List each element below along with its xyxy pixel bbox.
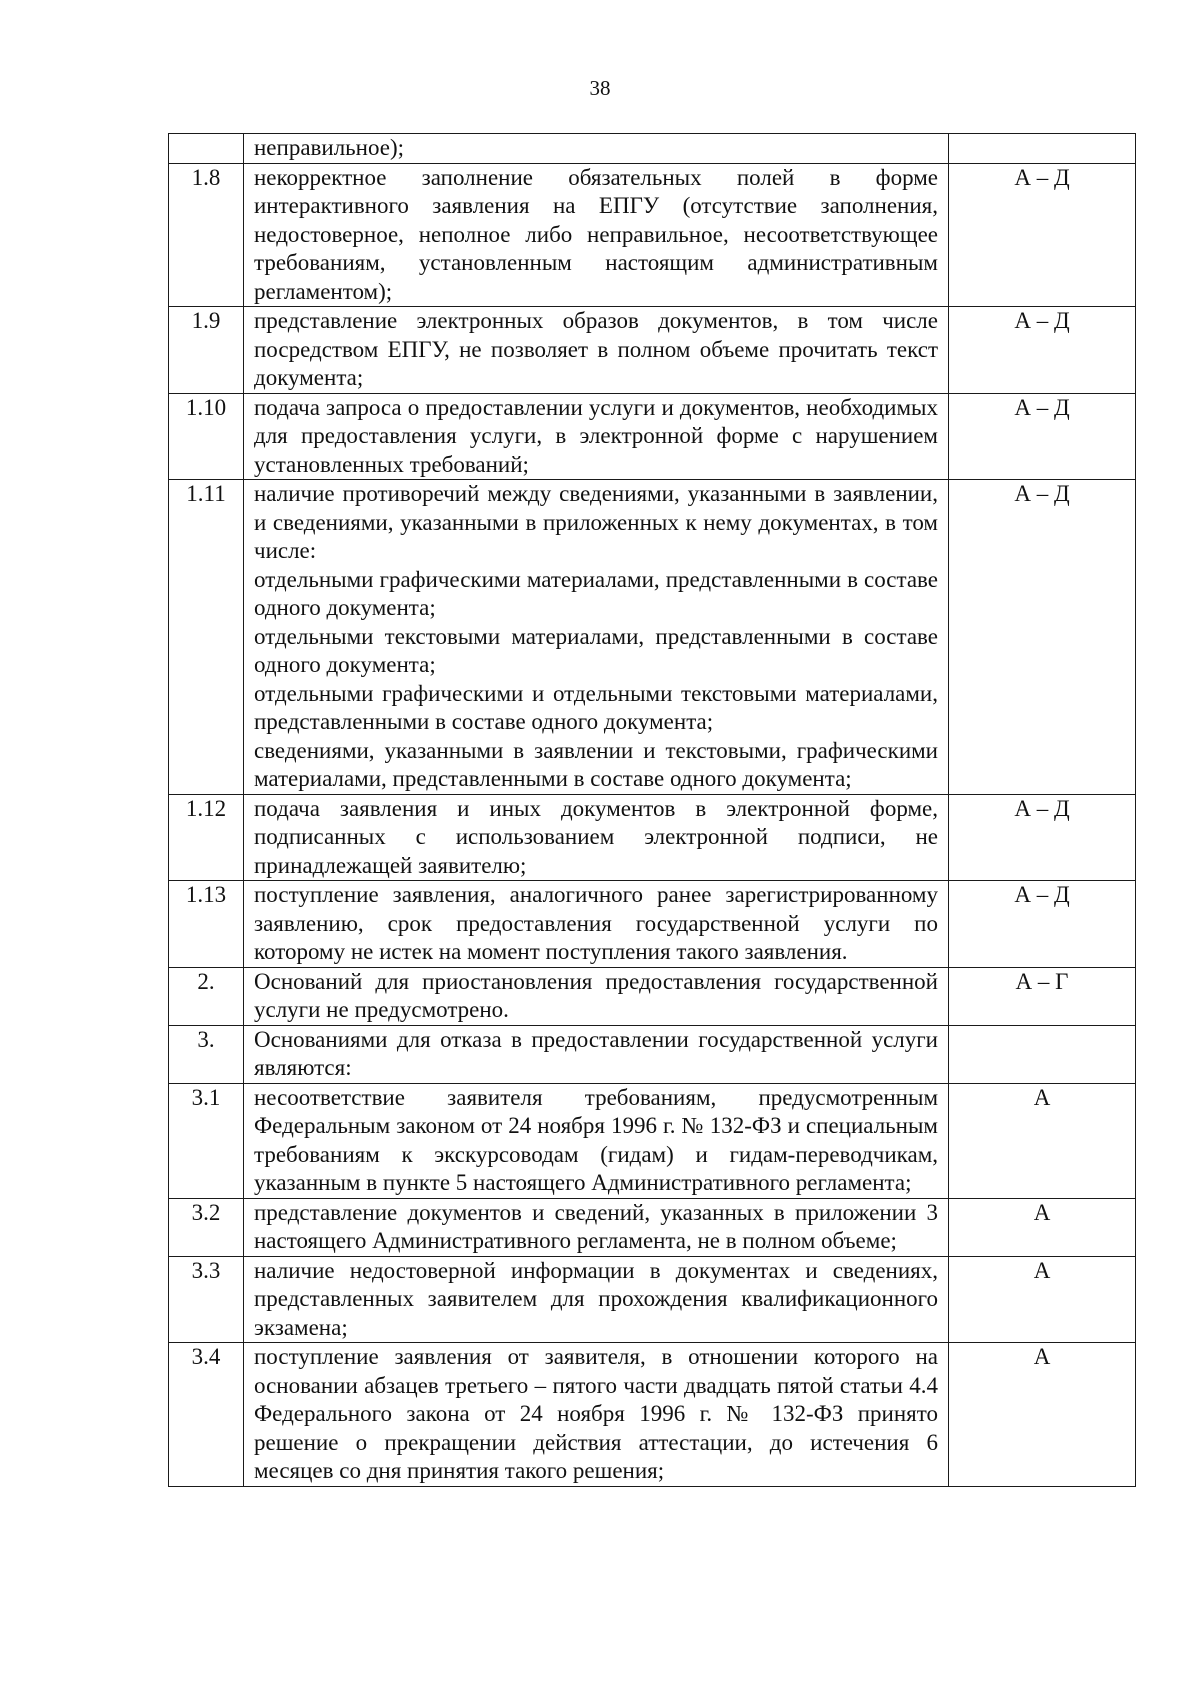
row-number: 1.12	[169, 794, 244, 881]
table-row	[169, 1256, 1136, 1343]
row-code	[949, 1025, 1136, 1083]
table-row	[169, 307, 1136, 394]
row-code	[949, 134, 1136, 164]
table-row	[169, 794, 1136, 881]
row-paragraph: поступление заявления от заявителя, в отношении которого на основании абзацев третьего – пятого части двадцать пятой статьи 4.4 Федерального закона от 24 ноября 1996 г. № 132-ФЗ принято решение о прекращении действия аттестации, до истечения 6 месяцев со дня принятия такого решения;	[254, 1344, 938, 1483]
row-paragraph: наличие недостоверной информации в документах и сведениях, представленных заявителем для прохождения квалификационного экзамена;	[254, 1257, 938, 1340]
row-number: 3.3	[169, 1256, 244, 1343]
row-text	[244, 967, 949, 1025]
row-number	[169, 134, 244, 164]
table-row	[169, 881, 1136, 968]
row-number: 3.	[169, 1025, 244, 1083]
row-paragraph: Основаниями для отказа в предоставлении государственной услуги являются:	[254, 1026, 938, 1080]
row-text	[244, 1198, 949, 1256]
row-code: А	[949, 1256, 1136, 1343]
row-text	[244, 1025, 949, 1083]
row-text	[244, 480, 949, 795]
row-number: 1.10	[169, 393, 244, 480]
grounds-table-body	[169, 134, 1136, 1487]
row-paragraph: подача заявления и иных документов в электронной форме, подписанных с использованием электронной подписи, не принадлежащей заявителю;	[254, 795, 938, 878]
row-code: А	[949, 1083, 1136, 1198]
row-paragraph: неправильное);	[254, 135, 405, 160]
row-paragraph: наличие противоречий между сведениями, указанными в заявлении, и сведениями, указанными в приложенных к нему документах, в том числе:	[254, 481, 938, 563]
row-text	[244, 134, 949, 164]
row-paragraph: отдельными текстовыми материалами, представленными в составе одного документа;	[254, 623, 938, 677]
row-text	[244, 1083, 949, 1198]
row-number: 3.2	[169, 1198, 244, 1256]
row-code: А – Д	[949, 393, 1136, 480]
row-code: А – Д	[949, 163, 1136, 307]
row-paragraph: некорректное заполнение обязательных полей в форме интерактивного заявления на ЕПГУ (отсутствие заполнения, недостоверное, неполное либо неправильное, несоответствующее требованиям, установленным настоящим административным регламентом);	[254, 164, 938, 304]
row-number: 3.4	[169, 1343, 244, 1487]
row-paragraph: поступление заявления, аналогичного ранее зарегистрированному заявлению, срок предоставления государственной услуги по которому не истек на момент поступления такого заявления.	[254, 882, 938, 964]
page-number: 38	[589, 76, 611, 100]
row-text	[244, 1256, 949, 1343]
row-code: А – Д	[949, 307, 1136, 394]
row-text	[244, 1343, 949, 1487]
row-text	[244, 307, 949, 394]
row-code: А – Д	[949, 794, 1136, 881]
table-row	[169, 480, 1136, 795]
row-code: А – Г	[949, 967, 1136, 1025]
row-code: А – Д	[949, 480, 1136, 795]
table-row	[169, 393, 1136, 480]
table-row	[169, 1343, 1136, 1487]
row-code: А – Д	[949, 881, 1136, 968]
row-number: 1.13	[169, 881, 244, 968]
row-number: 1.8	[169, 163, 244, 307]
row-text	[244, 163, 949, 307]
row-paragraph: подача запроса о предоставлении услуги и документов, необходимых для предоставления услуги, в электронной форме с нарушением установленных требований;	[254, 394, 938, 477]
grounds-table	[168, 133, 1136, 1487]
row-code: А	[949, 1343, 1136, 1487]
row-number: 1.9	[169, 307, 244, 394]
row-paragraph: отдельными графическими материалами, представленными в составе одного документа;	[254, 566, 938, 620]
row-paragraph: несоответствие заявителя требованиям, предусмотренным Федеральным законом от 24 ноября 1996 г. № 132-ФЗ и специальным требованиям к экскурсоводам (гидам) и гидам-переводчикам, указанным в пункте 5 настоящего Административного регламента;	[254, 1084, 938, 1195]
row-paragraph: отдельными графическими и отдельными текстовыми материалами, представленными в составе одного документа;	[254, 680, 938, 734]
row-text	[244, 393, 949, 480]
row-number: 3.1	[169, 1083, 244, 1198]
table-row	[169, 1025, 1136, 1083]
table-row	[169, 967, 1136, 1025]
row-number: 1.11	[169, 480, 244, 795]
row-paragraph: представление электронных образов документов, в том числе посредством ЕПГУ, не позволяет в полном объеме прочитать текст документа;	[254, 308, 938, 390]
row-paragraph: представление документов и сведений, указанных в приложении 3 настоящего Административного регламента, не в полном объеме;	[254, 1199, 938, 1253]
row-paragraph: Оснований для приостановления предоставления государственной услуги не предусмотрено.	[254, 968, 938, 1022]
row-number: 2.	[169, 967, 244, 1025]
row-code: А	[949, 1198, 1136, 1256]
table-row	[169, 1198, 1136, 1256]
row-text	[244, 881, 949, 968]
row-paragraph: сведениями, указанными в заявлении и текстовыми, графическими материалами, представленными в составе одного документа;	[254, 737, 938, 791]
table-row	[169, 163, 1136, 307]
table-row	[169, 1083, 1136, 1198]
table-row	[169, 134, 1136, 164]
row-text	[244, 794, 949, 881]
